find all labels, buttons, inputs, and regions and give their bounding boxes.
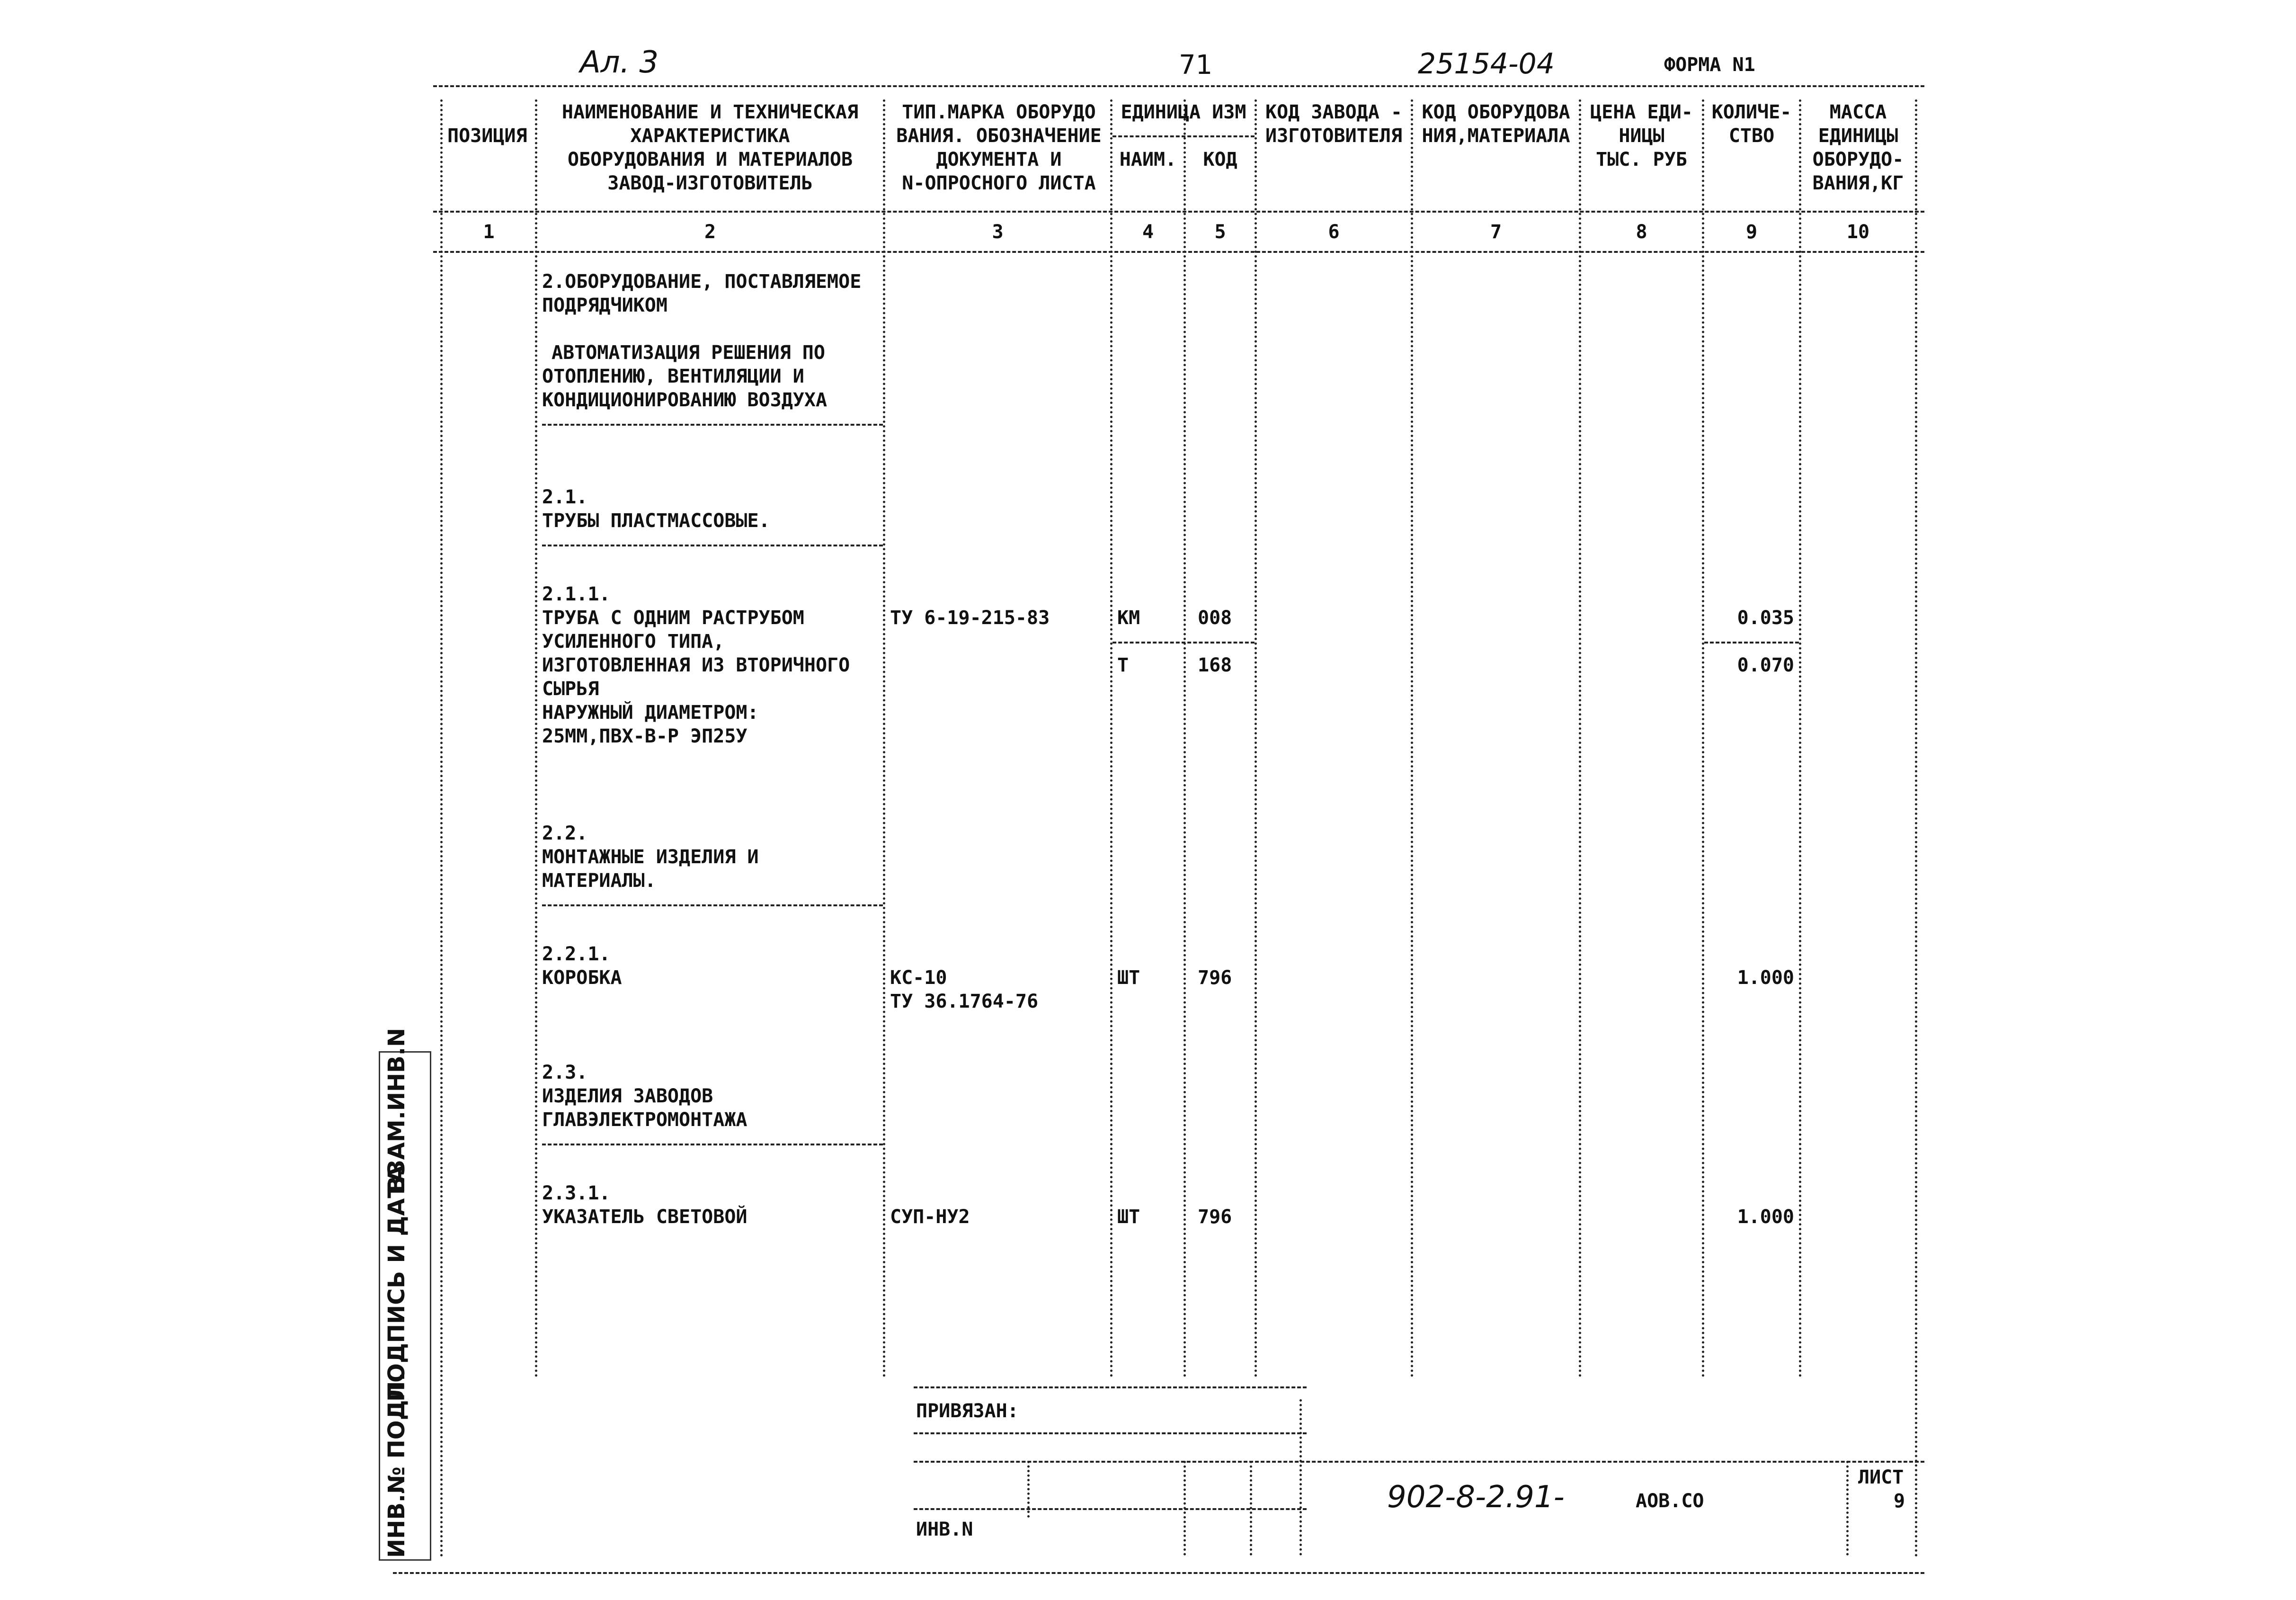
subsystem-line1: АВТОМАТИЗАЦИЯ РЕШЕНИЯ ПО	[552, 342, 825, 364]
rule-2-2	[542, 904, 883, 906]
header-col10-line3: ОБОРУДО-	[1812, 149, 1904, 170]
header-col10-line1: МАССА	[1829, 101, 1887, 123]
item-2-1-1-desc5: 25ММ,ПВХ-В-Р ЭП25У	[542, 725, 748, 747]
col-sep-3	[1110, 99, 1112, 1378]
section-2-title: 2.ОБОРУДОВАНИЕ, ПОСТАВЛЯЕМОЕ	[542, 271, 862, 293]
header-col1-line2: ПОЗИЦИЯ	[447, 125, 527, 147]
header-col9-line1: КОЛИЧЕ-	[1711, 101, 1792, 123]
header-col2-line3: ОБОРУДОВАНИЯ И МАТЕРИАЛОВ	[567, 149, 853, 170]
header-col10-line2: ЕДИНИЦЫ	[1818, 125, 1898, 147]
colnum-3: 3	[992, 221, 1004, 243]
colnum-2: 2	[704, 221, 716, 243]
lamp-unit: ШТ	[1117, 1206, 1140, 1228]
header-col6-line2: ИЗГОТОВИТЕЛЯ	[1265, 125, 1402, 147]
form-label: ФОРМА N1	[1664, 54, 1755, 76]
box-unit: ШТ	[1117, 967, 1140, 989]
document-code-handwritten: 25154-04	[1418, 47, 1555, 80]
header-col8-line2: НИЦЫ	[1619, 125, 1664, 147]
stamp-rule-3	[914, 1461, 1924, 1463]
sheet-number: 9	[1894, 1490, 1905, 1512]
section-2-2-number: 2.2.	[542, 822, 588, 844]
colnum-4: 4	[1142, 221, 1154, 243]
pipe-unit-2: Т	[1117, 654, 1129, 676]
lamp-code: 796	[1198, 1206, 1232, 1228]
item-2-1-1-desc1: УСИЛЕННОГО ТИПА,	[542, 631, 725, 653]
item-2-1-1-desc2: ИЗГОТОВЛЕННАЯ ИЗ ВТОРИЧНОГО	[542, 654, 850, 676]
sheet-box-sep	[1846, 1461, 1849, 1555]
col-sep-10	[1915, 99, 1917, 1558]
header-col10-line4: ВАНИЯ,КГ	[1812, 172, 1904, 194]
subsystem-line2: ОТОПЛЕНИЮ, ВЕНТИЛЯЦИИ И	[542, 366, 804, 387]
pipe-unit-split	[1112, 642, 1255, 644]
rule-top	[433, 85, 1924, 87]
rule-bottom	[393, 1572, 1924, 1574]
pipe-qty-split	[1704, 642, 1799, 644]
item-2-1-1-name: ТРУБА С ОДНИМ РАСТРУБОМ	[542, 607, 804, 629]
rule-numbers-bottom	[433, 251, 1924, 253]
section-2-2-title1: МОНТАЖНЫЕ ИЗДЕЛИЯ И	[542, 846, 759, 868]
stamp-rule-2	[914, 1432, 1307, 1434]
col-sep-2	[883, 99, 885, 1378]
box-mark: КС-10	[890, 967, 947, 989]
rule-2-3	[542, 1144, 883, 1145]
pipe-qty-1: 0.035	[1737, 607, 1794, 629]
colnum-9: 9	[1745, 221, 1758, 243]
side-label-replace: ВЗАМ.ИНВ.N	[383, 1028, 410, 1193]
pipe-code-2: 168	[1198, 654, 1232, 676]
header-col7-line2: НИЯ,МАТЕРИАЛА	[1422, 125, 1570, 147]
box-qty: 1.000	[1737, 967, 1794, 989]
stamp-vsep-3	[1250, 1461, 1252, 1555]
lamp-qty: 1.000	[1737, 1206, 1794, 1228]
header-col5: КОД	[1203, 149, 1237, 170]
pipe-doc: ТУ 6-19-215-83	[890, 607, 1050, 629]
section-2-2-title2: МАТЕРИАЛЫ.	[542, 870, 656, 892]
footer-doc-suffix: АОВ.СО	[1636, 1490, 1704, 1512]
item-2-2-1-name: КОРОБКА	[542, 967, 622, 989]
colnum-5: 5	[1214, 221, 1226, 243]
col-sep-4	[1184, 99, 1186, 1378]
colnum-8: 8	[1636, 221, 1647, 243]
header-col3-line4: N-ОПРОСНОГО ЛИСТА	[902, 172, 1096, 194]
section-2-1-number: 2.1.	[542, 486, 588, 508]
header-col8-line3: ТЫС. РУБ	[1596, 149, 1687, 170]
pipe-qty-2: 0.070	[1737, 654, 1794, 676]
box-code: 796	[1198, 967, 1232, 989]
stamp-bound-label: ПРИВЯЗАН:	[916, 1400, 1019, 1422]
item-2-1-1-desc3: СЫРЬЯ	[542, 678, 599, 700]
col-sep-1	[535, 99, 537, 1378]
header-col9-line2: СТВО	[1728, 125, 1775, 147]
sheet-label: ЛИСТ	[1858, 1466, 1904, 1488]
col-sep-6	[1411, 99, 1413, 1378]
section-2-3-title2: ГЛАВЭЛЕКТРОМОНТАЖА	[542, 1109, 748, 1131]
section-2-3-number: 2.3.	[542, 1062, 588, 1083]
item-2-1-1-number: 2.1.1.	[542, 583, 611, 605]
item-2-3-1-number: 2.3.1.	[542, 1182, 611, 1204]
stamp-top-rule	[914, 1386, 1307, 1388]
header-col7-line1: КОД ОБОРУДОВА	[1422, 101, 1570, 123]
col-sep-7	[1579, 99, 1581, 1378]
header-col2-line2: ХАРАКТЕРИСТИКА	[630, 125, 790, 147]
col-sep-8	[1702, 99, 1704, 1378]
header-unit-rule	[1112, 135, 1255, 137]
item-2-3-1-name: УКАЗАТЕЛЬ СВЕТОВОЙ	[542, 1206, 748, 1228]
page-number: 71	[1179, 50, 1213, 80]
header-col2-line4: ЗАВОД-ИЗГОТОВИТЕЛЬ	[607, 172, 813, 194]
lamp-mark: СУП-НУ2	[890, 1206, 970, 1228]
colnum-7: 7	[1490, 221, 1502, 243]
stamp-vsep-2	[1184, 1461, 1186, 1555]
stamp-rule-4	[914, 1508, 1307, 1510]
section-2-3-title1: ИЗДЕЛИЯ ЗАВОДОВ	[542, 1085, 713, 1107]
header-col2-line1: НАИМЕНОВАНИЕ И ТЕХНИЧЕСКАЯ	[561, 101, 859, 123]
stamp-vsep-4	[1299, 1399, 1302, 1555]
header-col3-line3: ДОКУМЕНТА И	[936, 149, 1062, 170]
rule-2-1	[542, 545, 883, 546]
pipe-unit-1: КМ	[1117, 607, 1140, 629]
header-col6-line1: КОД ЗАВОДА -	[1265, 101, 1402, 123]
col-sep-5	[1255, 99, 1257, 1378]
stamp-vsep-1	[1027, 1461, 1030, 1518]
colnum-1: 1	[483, 221, 495, 243]
header-col3-line1: ТИП.МАРКА ОБОРУДО	[902, 101, 1096, 123]
subsystem-line3: КОНДИЦИОНИРОВАНИЮ ВОЗДУХА	[542, 389, 828, 411]
stamp-inv-label: ИНВ.N	[916, 1519, 973, 1540]
rule-subsystem	[542, 424, 883, 426]
section-2-title-cont: ПОДРЯДЧИКОМ	[542, 295, 667, 316]
header-col4: НАИМ.	[1119, 149, 1177, 170]
side-label-inv: ИНВ.№ ПОДЛ.	[383, 1372, 410, 1558]
rule-header-bottom	[433, 211, 1924, 213]
item-2-2-1-number: 2.2.1.	[542, 943, 611, 965]
colnum-10: 10	[1846, 221, 1870, 243]
item-2-1-1-desc4: НАРУЖНЫЙ ДИАМЕТРОМ:	[542, 702, 759, 724]
side-label-sign: ПОДПИСЬ И ДАТА	[383, 1165, 410, 1402]
colnum-6: 6	[1328, 221, 1340, 243]
left-handwritten-mark: Ал. 3	[580, 45, 659, 80]
col-sep-0	[440, 99, 443, 1558]
pipe-code-1: 008	[1198, 607, 1232, 629]
header-unit-group: ЕДИНИЦА ИЗМ	[1121, 101, 1246, 123]
col-sep-9	[1799, 99, 1801, 1378]
box-doc: ТУ 36.1764-76	[890, 991, 1039, 1012]
header-col3-line2: ВАНИЯ. ОБОЗНАЧЕНИЕ	[896, 125, 1102, 147]
header-col8-line1: ЦЕНА ЕДИ-	[1590, 101, 1693, 123]
section-2-1-title: ТРУБЫ ПЛАСТМАССОВЫЕ.	[542, 510, 770, 532]
footer-doc-code: 902-8-2.91-	[1387, 1480, 1565, 1515]
